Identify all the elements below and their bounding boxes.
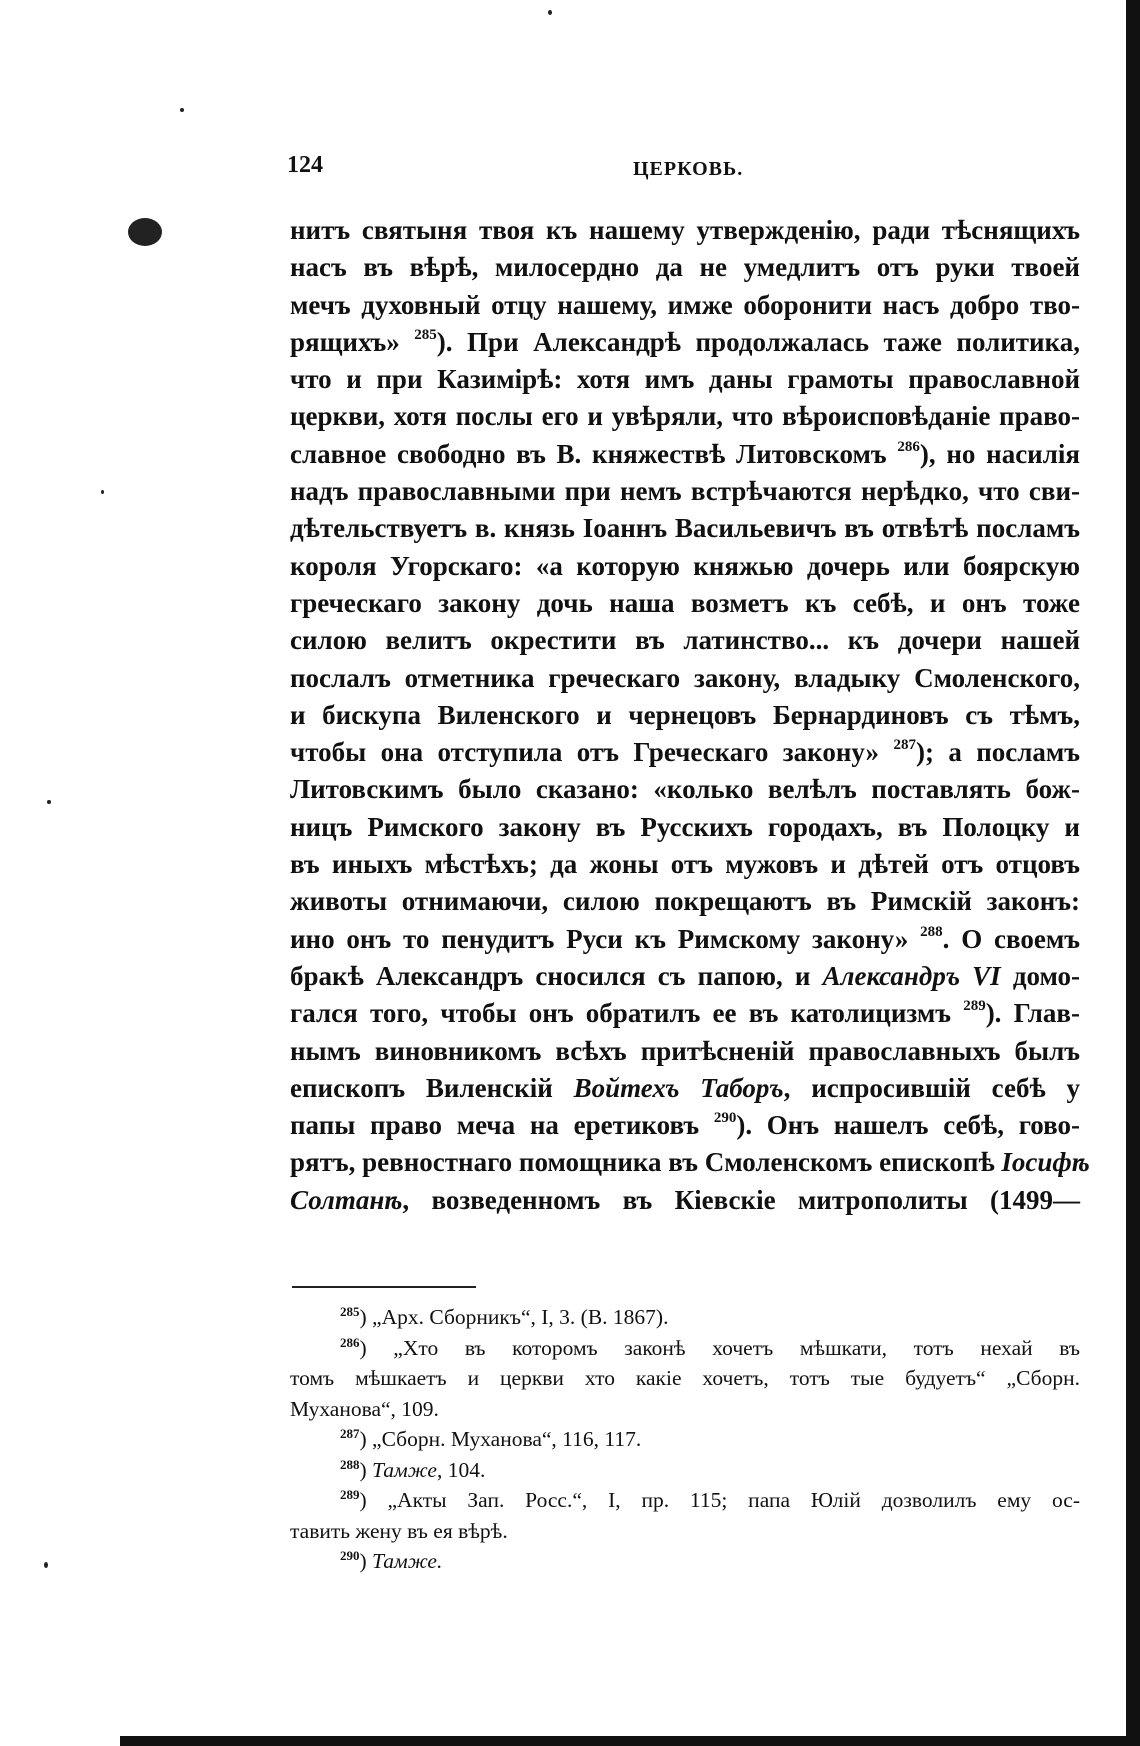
- text-line: [290, 921, 1080, 958]
- page-number: 124: [287, 152, 323, 178]
- footnote-italic: Тамже.: [372, 1549, 443, 1573]
- footnote-text: ) „Акты Зап. Росс.“, I, пр. 115; папа Юлій дозволилъ ему ос-: [359, 1488, 1080, 1512]
- text-line: [290, 1070, 1080, 1107]
- text-span: ), но насилія: [919, 438, 1080, 469]
- footnote: [290, 1333, 1080, 1364]
- footnote-text: ) „Хто въ которомъ законѣ хочетъ мѣшкати, тотъ нехай въ: [359, 1335, 1080, 1360]
- text-line: въ иныхъ мѣстѣхъ; да жоны отъ мужовъ и дѣтей отъ отцовъ: [290, 849, 1080, 880]
- text-line: насъ въ вѣрѣ, милосердно да не умедлитъ отъ руки твоей: [290, 252, 1080, 283]
- scan-border-bottom: [120, 1736, 1140, 1746]
- text-line: [290, 1144, 1090, 1181]
- text-line: [290, 995, 1080, 1032]
- body-text: [290, 212, 1090, 1219]
- footnote-ref: 289: [963, 998, 986, 1015]
- text-line: дѣтельствуетъ в. князь Іоаннъ Васильевичъ въ отвѣтѣ посламъ: [290, 513, 1080, 544]
- text-span: бракѣ Александръ сносился съ папою, и: [290, 960, 811, 991]
- footnote-number: 286: [340, 1334, 360, 1350]
- scan-speck: [44, 1562, 48, 1568]
- text-span: рятъ, ревностнаго помощника въ Смоленскомъ епископѣ: [290, 1147, 995, 1178]
- italic-name: Іосифѣ: [1001, 1147, 1090, 1178]
- footnotes: [290, 1302, 1080, 1577]
- text-span: епископъ Виленскій: [290, 1072, 553, 1103]
- text-line: [290, 436, 1080, 473]
- footnote-ref: 285: [414, 326, 437, 343]
- footnote-continuation: томъ мѣшкаетъ и церкви хто какіе хочетъ, тотъ тые будуетъ“ „Сборн.: [290, 1366, 1080, 1390]
- footnote-rule: [292, 1286, 476, 1288]
- footnote-ref: 290: [713, 1110, 737, 1127]
- text-line: надъ православными при немъ встрѣчаются нерѣдко, что сви-: [290, 476, 1080, 507]
- text-line: [290, 958, 1080, 995]
- footnote-continuation: тавить жену въ ея вѣрѣ.: [290, 1518, 508, 1543]
- italic-name: Александръ VI: [822, 960, 1001, 991]
- footnote-number: 287: [340, 1426, 360, 1441]
- footnote-ref: 287: [893, 737, 916, 754]
- text-line: [290, 734, 1080, 771]
- text-line: что и при Казимірѣ: хотя имъ даны грамоты православной: [290, 364, 1080, 395]
- text-line: силою велитъ окрестити въ латинство... къ дочери нашей: [290, 625, 1080, 656]
- text-span: ). Глав-: [985, 998, 1080, 1029]
- text-span: славное свободно въ В. княжествѣ Литовскомъ: [290, 438, 887, 469]
- text-line: ницъ Римского закону въ Русскихъ городахъ, въ Полоцку и: [290, 811, 1080, 842]
- italic-name: Войтехъ Таборъ: [573, 1072, 784, 1103]
- text-span: рящихъ»: [290, 326, 400, 357]
- scan-speck: [47, 800, 51, 804]
- footnote-text: ): [359, 1457, 373, 1482]
- footnote: [290, 1485, 1080, 1516]
- footnote: [290, 1546, 1080, 1577]
- footnote: [290, 1455, 1080, 1486]
- footnote-continuation: Муханова“, 109.: [290, 1396, 439, 1421]
- text-line: нымъ виновникомъ всѣхъ притѣсненій православныхъ былъ: [290, 1035, 1080, 1066]
- text-line: [290, 324, 1080, 361]
- footnote-number: 290: [340, 1548, 360, 1563]
- text-line: [290, 1107, 1080, 1144]
- footnote-ref: 286: [897, 438, 920, 455]
- footnote-number: 289: [340, 1487, 360, 1502]
- footnote-text: ) „Сборн. Муханова“, 116, 117.: [359, 1427, 642, 1451]
- text-span: , испросившій себѣ у: [783, 1072, 1080, 1103]
- text-span: домо-: [1012, 960, 1081, 991]
- text-span: , возведенномъ въ Кіевскіе митрополиты (1499—: [402, 1184, 1080, 1215]
- text-line: нитъ святыня твоя къ нашему утвержденію, ради тѣснящихъ: [290, 215, 1080, 245]
- text-span: папы право меча на еретиковъ: [290, 1110, 700, 1141]
- ink-blot: [128, 218, 162, 246]
- text-span: . О своемъ: [942, 923, 1081, 954]
- text-span: ). При Александрѣ продолжалась таже политика,: [436, 326, 1081, 357]
- footnote: [290, 1424, 1080, 1455]
- text-span: чтобы она отступила отъ Греческаго закону»: [290, 737, 880, 768]
- scan-speck: [548, 10, 552, 15]
- running-head: ЦЕРКОВЬ.: [633, 158, 744, 180]
- text-span: ). Онъ нашелъ себѣ, гово-: [736, 1110, 1081, 1141]
- scan-border-right: [1126, 0, 1140, 1746]
- footnote-ref: 288: [920, 923, 943, 940]
- footnote-italic: Тамже: [372, 1457, 437, 1482]
- footnote-text: , 104.: [436, 1457, 486, 1482]
- text-line: животы отнимаючи, силою покрещаютъ въ Римскій законъ:: [290, 886, 1080, 917]
- footnote-text: ) „Арх. Сборникъ“, I, 3. (В. 1867).: [359, 1305, 669, 1329]
- text-span: ино онъ то пенудитъ Руси къ Римскому закону»: [290, 923, 909, 954]
- text-line: церкви, хотя послы его и увѣряли, что вѣроисповѣданіе право-: [290, 401, 1080, 432]
- text-span: гался того, чтобы онъ обратилъ ее въ католицизмъ: [290, 998, 951, 1029]
- footnote-number: 285: [340, 1304, 360, 1319]
- text-line: [290, 1182, 1080, 1219]
- text-line: послалъ отметника греческаго закону, владыку Смоленского,: [290, 662, 1080, 693]
- text-line: Литовскимъ было сказано: «колько велѣлъ поставлять бож-: [290, 774, 1080, 805]
- text-line: и бискупа Виленского и чернецовъ Бернардиновъ съ тѣмъ,: [290, 699, 1080, 730]
- text-line: греческаго закону дочь наша возметъ къ себѣ, и онъ тоже: [290, 587, 1080, 618]
- text-line: мечъ духовный отцу нашему, имже оборонити насъ добро тво-: [290, 289, 1080, 320]
- scan-speck: [180, 108, 184, 112]
- text-span: ); а посламъ: [915, 737, 1081, 768]
- scan-speck: [101, 490, 104, 494]
- footnote: [290, 1302, 1080, 1333]
- footnote-text: ): [359, 1549, 373, 1573]
- italic-name: Солтанѣ: [290, 1184, 403, 1215]
- text-line: короля Угорскаго: «а которую княжью дочерь или боярскую: [290, 550, 1080, 581]
- footnote-number: 288: [340, 1456, 360, 1472]
